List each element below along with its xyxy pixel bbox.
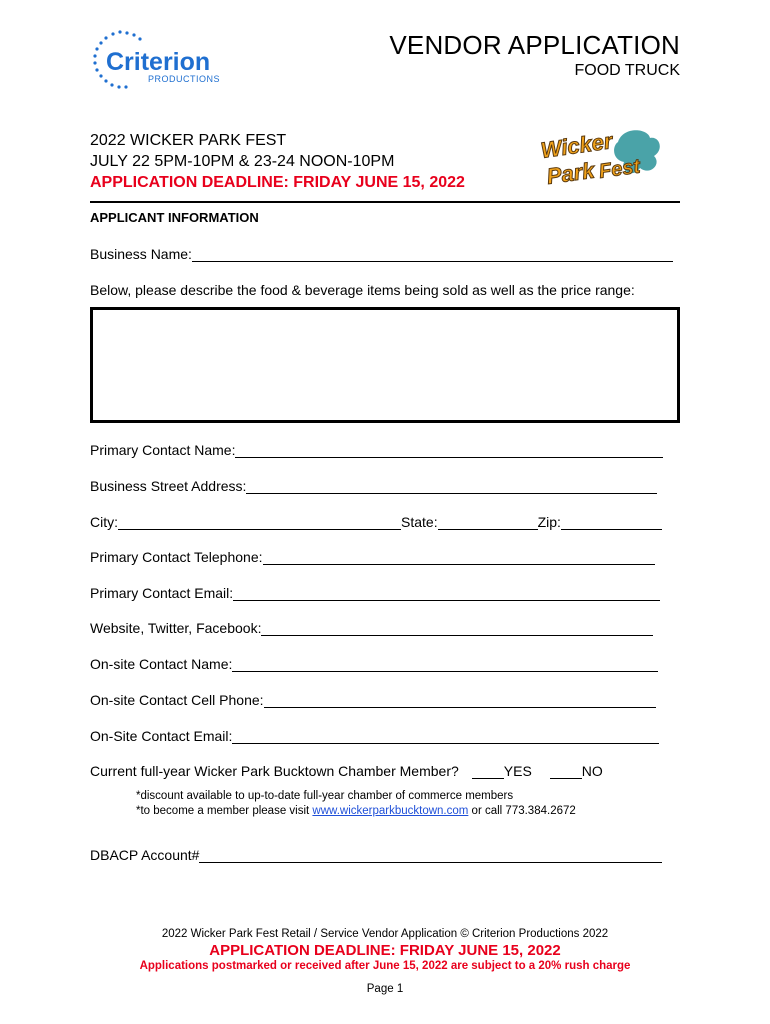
primary-contact-email-row: [90, 585, 660, 601]
membership-note-suffix: or call 773.384.2672: [468, 805, 576, 817]
onsite-contact-cell-label: On-site Contact Cell Phone:: [90, 692, 264, 708]
event-dates: JULY 22 5PM-10PM & 23-24 NOON-10PM: [90, 153, 395, 170]
event-deadline: APPLICATION DEADLINE: FRIDAY JUNE 15, 2022: [90, 174, 465, 191]
onsite-contact-cell-row: [90, 692, 656, 708]
chamber-member-row: [90, 763, 603, 779]
chamber-member-question: Current full-year Wicker Park Bucktown Chamber Member?: [90, 763, 459, 779]
onsite-contact-email-row: [90, 728, 659, 744]
section-heading: APPLICANT INFORMATION: [90, 210, 259, 225]
chamber-yes-input[interactable]: [472, 763, 504, 779]
chamber-yes-label: YES: [503, 763, 532, 779]
footer-deadline: APPLICATION DEADLINE: FRIDAY JUNE 15, 2022: [209, 942, 561, 959]
business-name-input[interactable]: [192, 246, 673, 262]
footer-copyright: 2022 Wicker Park Fest Retail / Service Vendor Application © Criterion Productions 2022: [161, 928, 609, 940]
website-input[interactable]: [261, 620, 653, 636]
footer-rush-charge: Applications postmarked or received after June 15, 2022 are subject to a 20% rush charge: [139, 960, 631, 972]
city-state-zip-row: [90, 514, 662, 530]
dbacp-account-label: DBACP Account#: [90, 847, 200, 863]
logo-subtitle: PRODUCTIONS: [148, 74, 221, 84]
business-street-address-row: [90, 478, 657, 494]
primary-contact-telephone-row: [90, 549, 655, 565]
onsite-contact-name-row: [90, 656, 658, 672]
business-street-address-label: Business Street Address:: [90, 478, 247, 494]
business-name-label: Business Name:: [90, 246, 192, 262]
criterion-logo: [92, 30, 232, 92]
primary-contact-name-label: Primary Contact Name:: [90, 442, 236, 458]
describe-row: [90, 282, 635, 298]
onsite-contact-email-label: On-Site Contact Email:: [90, 728, 233, 744]
city-label: City:: [90, 514, 118, 530]
business-name-row: [90, 246, 673, 262]
primary-contact-email-label: Primary Contact Email:: [90, 585, 234, 601]
state-input[interactable]: [438, 514, 538, 530]
state-label: State:: [401, 514, 438, 530]
wpf-word-2: Park: [545, 157, 596, 189]
membership-note-prefix: *to become a member please visit: [136, 805, 313, 817]
section-divider: [90, 201, 680, 203]
chamber-no-label: NO: [581, 763, 603, 779]
onsite-contact-name-label: On-site Contact Name:: [90, 656, 233, 672]
primary-contact-name-input[interactable]: [235, 442, 663, 458]
wicker-park-fest-logo: [538, 128, 663, 192]
chamber-website-link[interactable]: www.wickerparkbucktown.com: [312, 805, 469, 817]
primary-contact-telephone-label: Primary Contact Telephone:: [90, 549, 263, 565]
event-info: [90, 130, 465, 193]
primary-contact-name-row: [90, 442, 663, 458]
website-row: [90, 620, 653, 636]
dbacp-account-input[interactable]: [199, 847, 662, 863]
website-label: Website, Twitter, Facebook:: [90, 620, 262, 636]
food-description-textarea[interactable]: [90, 307, 680, 423]
onsite-contact-email-input[interactable]: [232, 728, 659, 744]
page-number: Page 1: [366, 983, 404, 995]
chamber-no-input[interactable]: [550, 763, 582, 779]
page-subtitle: FOOD TRUCK: [574, 62, 680, 79]
zip-input[interactable]: [561, 514, 662, 530]
dbacp-account-row: [90, 847, 662, 863]
membership-note: [136, 805, 576, 817]
business-street-address-input[interactable]: [246, 478, 657, 494]
wpf-word-1: Wicker: [539, 128, 614, 163]
discount-note: *discount available to up-to-date full-year chamber of commerce members: [136, 790, 514, 802]
wpf-word-3: Fest: [597, 155, 642, 183]
page-title: VENDOR APPLICATION: [389, 30, 680, 60]
onsite-contact-cell-input[interactable]: [264, 692, 656, 708]
city-input[interactable]: [118, 514, 401, 530]
primary-contact-telephone-input[interactable]: [263, 549, 655, 565]
describe-instructions: Below, please describe the food & beverage items being sold as well as the price range:: [90, 282, 635, 298]
logo-wordmark: Criterion: [106, 48, 211, 76]
zip-label: Zip:: [537, 514, 561, 530]
event-name: 2022 WICKER PARK FEST: [90, 132, 287, 149]
onsite-contact-name-input[interactable]: [232, 656, 658, 672]
primary-contact-email-input[interactable]: [233, 585, 660, 601]
